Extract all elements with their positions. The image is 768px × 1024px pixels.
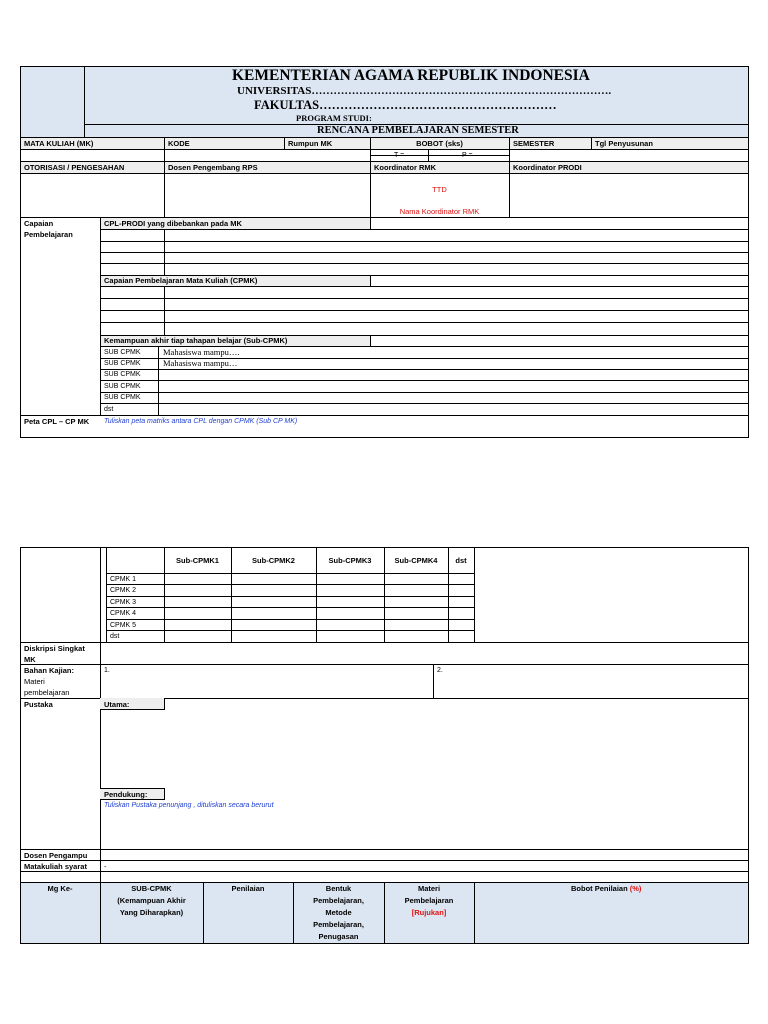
matrix-col-header: Sub-CPMK3	[328, 556, 372, 565]
koordinator-rmk-label: Koordinator RMK	[374, 163, 437, 172]
diskripsi-label: Diskripsi Singkat	[24, 644, 85, 653]
bobot-penilaian-header	[571, 884, 641, 893]
program-studi-label: PROGRAM STUDI:	[296, 113, 372, 123]
bahan-item: 1.	[104, 667, 110, 674]
tgl-penyusunan-header: Tgl Penyusunan	[595, 139, 653, 148]
bobot-penilaian-text: Bobot Penilaian	[571, 884, 628, 893]
matakuliah-syarat-value: -	[104, 862, 107, 871]
otorisasi-label: OTORISASI / PENGESAHAN	[24, 163, 125, 172]
sub-cpmk-row-text: Mahasiswa mampu….	[163, 347, 240, 357]
bobot-header: BOBOT (sks)	[416, 139, 463, 148]
nama-koordinator-rmk: Nama Koordinator RMK	[399, 207, 480, 216]
bentuk-header-4: Pembelajaran,	[313, 920, 364, 929]
peta-cpl-label: Peta CPL – CP MK	[24, 417, 90, 426]
university-line: UNIVERSITAS……………………………………………………………………….	[237, 85, 612, 97]
bobot-t: T =	[394, 152, 405, 159]
matrix-row-label: CPMK 3	[110, 599, 137, 606]
sub-cpmk-col-header-3: Yang Diharapkan)	[119, 908, 184, 917]
matrix-col-header: Sub-CPMK1	[176, 556, 219, 565]
pembelajaran-label: Pembelajaran	[24, 230, 73, 239]
sub-cpmk-row-label: SUB CPMK	[104, 371, 141, 378]
bentuk-header: Bentuk	[325, 884, 352, 893]
peta-cpl-instruction: Tuliskan peta matriks antara CPL dengan CPMK (Sub CP MK)	[104, 418, 298, 425]
materi-rujukan: [Rujukan]	[411, 908, 447, 917]
materi-header: Materi	[417, 884, 441, 893]
sub-cpmk-row-label: SUB CPMK	[104, 394, 141, 401]
sub-cpmk-row-label: SUB CPMK	[104, 360, 141, 367]
kode-header: KODE	[168, 139, 190, 148]
mg-ke-header: Mg Ke-	[47, 884, 73, 893]
pembelajaran-label: pembelajaran	[24, 688, 70, 697]
sub-cpmk-col-header: SUB-CPMK	[131, 884, 172, 893]
sub-cpmk-row-label: dst	[104, 406, 114, 413]
matrix-row-label: CPMK 5	[110, 622, 137, 629]
ttd-signature: TTD	[432, 185, 447, 194]
materi-header-2: Pembelajaran	[404, 896, 454, 905]
sub-cpmk-header: Kemampuan akhir tiap tahapan belajar (Sub-CPMK)	[104, 336, 288, 345]
mata-kuliah-header: MATA KULIAH (MK)	[24, 139, 94, 148]
cpmk-header: Capaian Pembelajaran Mata Kuliah (CPMK)	[104, 276, 258, 285]
penilaian-header: Penilaian	[231, 884, 265, 893]
dosen-pengampu-label: Dosen Pengampu	[24, 851, 88, 860]
matrix-row-label: dst	[110, 633, 120, 640]
matakuliah-syarat-label: Matakuliah syarat	[24, 862, 87, 871]
pustaka-label: Pustaka	[24, 700, 53, 709]
bobot-p: P =	[462, 152, 473, 159]
document-title: RENCANA PEMBELAJARAN SEMESTER	[317, 125, 519, 136]
sub-cpmk-row-label: SUB CPMK	[104, 349, 141, 356]
capaian-label: Capaian	[24, 219, 54, 228]
diskripsi-label-mk: MK	[24, 655, 36, 664]
utama-label: Utama:	[104, 700, 130, 709]
matrix-col-header: Sub-CPMK4	[394, 556, 438, 565]
koordinator-prodi-label: Koordinator PRODI	[513, 163, 582, 172]
cpl-prodi-header: CPL-PRODI yang dibebankan pada MK	[104, 219, 242, 228]
matrix-col-header: Sub-CPMK2	[252, 556, 295, 565]
materi-label: Materi	[24, 677, 45, 686]
dosen-pengembang-label: Dosen Pengembang RPS	[168, 163, 258, 172]
ministry-title: KEMENTERIAN AGAMA REPUBLIK INDONESIA	[232, 67, 590, 84]
matrix-row-label: CPMK 1	[110, 576, 137, 583]
pendukung-label: Pendukung:	[104, 790, 148, 799]
faculty-line: FAKULTAS…………………………………………………	[254, 98, 557, 112]
bentuk-header-3: Metode	[325, 908, 352, 917]
bobot-percent: (%)	[629, 884, 642, 893]
sub-cpmk-col-header-2: (Kemampuan Akhir	[117, 896, 186, 905]
sub-cpmk-row-label: SUB CPMK	[104, 383, 141, 390]
bentuk-header-5: Penugasan	[318, 932, 359, 941]
rumpun-header: Rumpun MK	[288, 139, 333, 148]
matrix-col-header: dst	[455, 556, 467, 565]
bentuk-header-2: Pembelajaran,	[313, 896, 364, 905]
bahan-item: 2.	[437, 667, 443, 674]
matrix-row-label: CPMK 2	[110, 587, 137, 594]
bahan-kajian-label: Bahan Kajian:	[24, 666, 75, 675]
sub-cpmk-row-text: Mahasiswa mampu…	[163, 358, 238, 368]
pendukung-instruction: Tuliskan Pustaka penunjang , dituliskan secara berurut	[104, 802, 274, 809]
matrix-row-label: CPMK 4	[110, 610, 137, 617]
semester-header: SEMESTER	[513, 139, 555, 148]
